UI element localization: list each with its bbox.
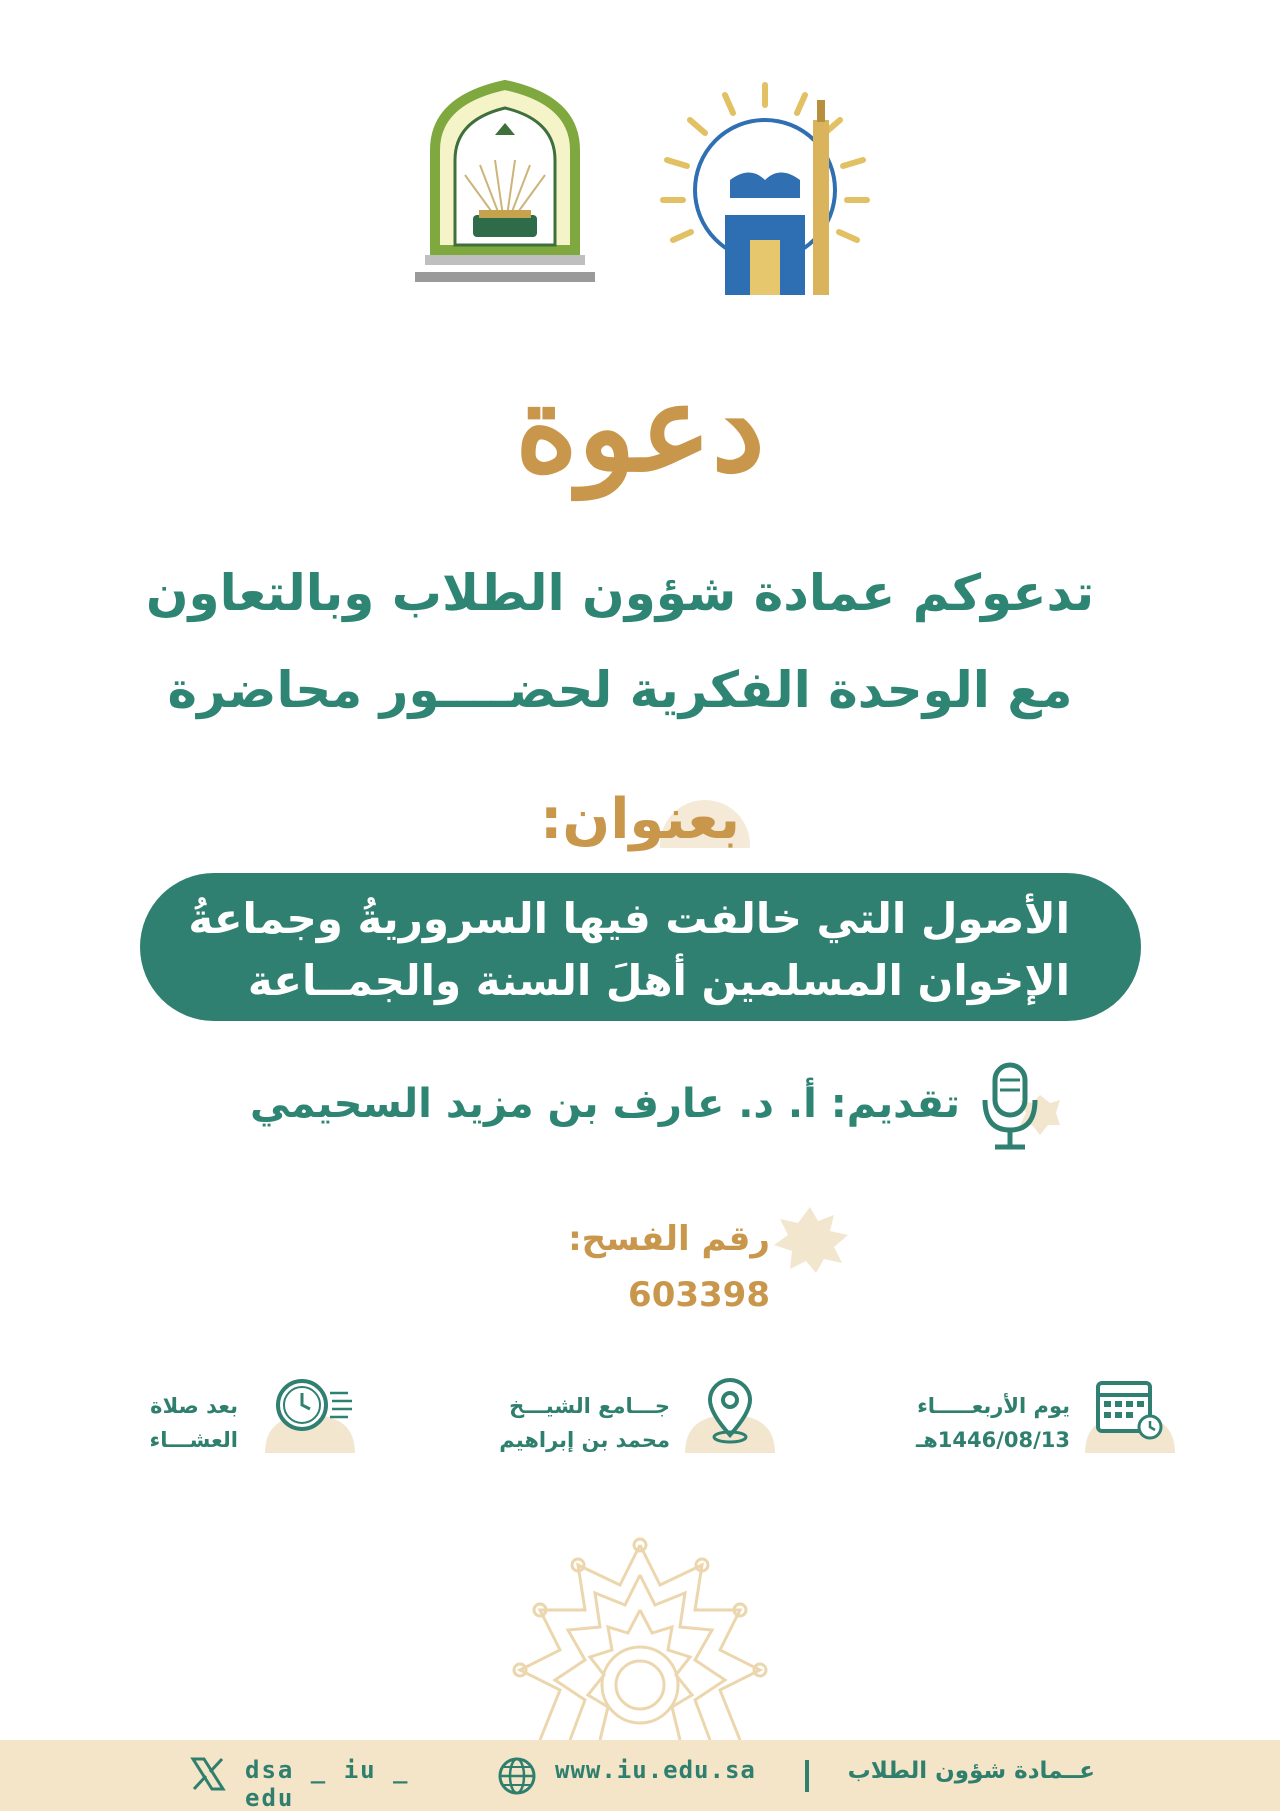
ministry-logo [405, 80, 605, 300]
x-logo-icon[interactable] [190, 1756, 226, 1792]
footer-divider [805, 1760, 809, 1792]
star-badge-icon [770, 1205, 850, 1275]
globe-icon [497, 1756, 537, 1796]
lecture-title-line-2: الإخوان المسلمين أهلَ السنة والجمــاعة [247, 956, 1070, 1005]
title-label: بعنوان: [540, 787, 740, 852]
university-logo [655, 80, 875, 300]
mosque-name-line-2: محمد بن إبراهيم [499, 1428, 670, 1452]
x-handle-link[interactable]: dsa _ iu _ edu [245, 1756, 410, 1812]
invitation-heading-line-1: تدعوكم عمادة شؤون الطلاب وبالتعاون [145, 564, 1095, 622]
footer-bar [0, 1740, 1280, 1811]
event-location [470, 1375, 790, 1475]
svg-text:دعوة: دعوة [515, 358, 765, 499]
permit-number: رقم الفسح: 603398 [568, 1219, 770, 1315]
invitation-calligraphy [515, 340, 765, 520]
time-line-2: العشـــاء [149, 1428, 238, 1452]
logos-row [0, 80, 1280, 310]
footer-deanship-name: عــمادة شؤون الطلاب [847, 1758, 1095, 1784]
mosque-name-line-1: جـــامع الشيـــخ [509, 1394, 670, 1418]
presenter-name: تقديم: أ. د. عارف بن مزيد السحيمي [250, 1081, 960, 1127]
location-pin-icon [680, 1375, 780, 1455]
event-day: يوم الأربعـــــاء [917, 1394, 1070, 1418]
website-link[interactable]: www.iu.edu.sa [555, 1756, 756, 1784]
event-hijri-date: 1446/08/13هـ [916, 1428, 1070, 1452]
invitation-heading-line-2: مع الوحدة الفكرية لحضــــور محاضرة [167, 661, 1073, 719]
decorative-star-ornament [440, 1535, 840, 1740]
event-date [860, 1375, 1180, 1475]
calendar-icon [1080, 1375, 1180, 1455]
presenter-row [200, 1055, 1080, 1155]
event-time [130, 1375, 380, 1475]
permit-number-row [430, 1205, 850, 1315]
time-line-1: بعد صلاة [150, 1394, 238, 1418]
microphone-icon [970, 1055, 1060, 1155]
clock-icon [260, 1375, 360, 1455]
title-label-wrap [440, 780, 840, 860]
lecture-title-line-1: الأصول التي خالفت فيها السروريةُ وجماعةُ [188, 894, 1070, 943]
